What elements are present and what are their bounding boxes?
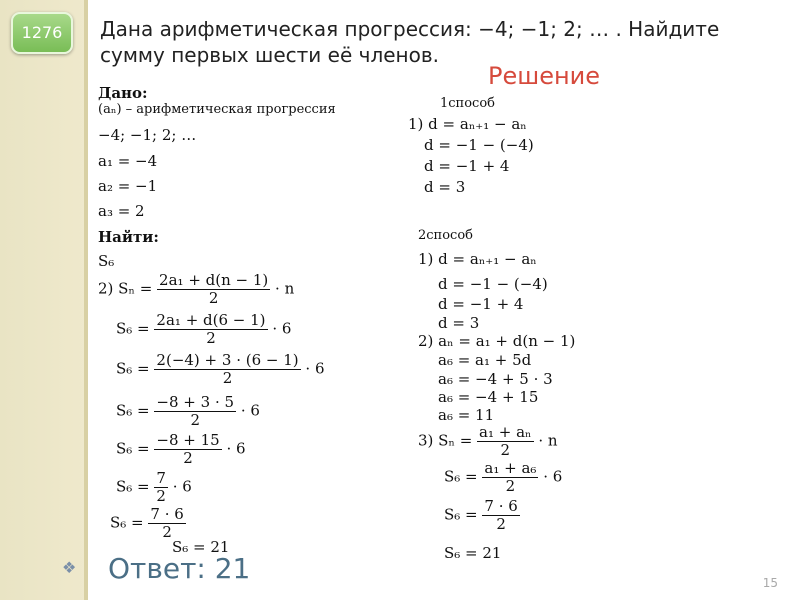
method2-formula-step: S₆ = $\frac{\text{a₁ + a₆}}{2}$ · 6 [444,459,563,495]
method2-line: d = −1 + 4 [438,295,524,313]
given-heading: Дано: [98,84,148,102]
formula-step: S₆ = $\frac{-8 + 3 \cdot 5}{2}$ · 6 [116,393,260,429]
fraction: $\frac{2(-4) + 3 \cdot (6 - 1)}{2}$ [156,351,299,387]
answer-text: Ответ: 21 [108,552,251,585]
formula-step: S₆ = $\frac{\text{2a₁ + d(6 − 1)}}{2}$ · 6 [116,311,292,347]
given-line: −4; −1; 2; … [98,126,197,144]
method2-formula-sum: 3) Sₙ = $\frac{\text{a₁ + aₙ}}{2}$ · n [418,423,558,459]
slide-number-badge: 1276 [11,12,73,54]
bullet-diamond-icon: ❖ [62,558,77,577]
method2-result: S₆ = 21 [444,544,502,562]
fraction: $\frac{7}{2}$ [156,469,166,505]
formula-step: S₆ = $\frac{7 \cdot 6}{2}$ [110,505,184,541]
method2-line: d = 3 [438,314,480,332]
given-line: a₁ = −4 [98,152,158,170]
method2-heading: 2способ [418,228,473,243]
find-value: S₆ [98,252,115,270]
method2-line: 2) aₙ = a₁ + d(n − 1) [418,332,576,350]
problem-title: Дана арифметическая прогрессия: −4; −1; 2; … . Найдите сумму первых шести её членов. [100,17,720,67]
given-line: a₃ = 2 [98,202,145,220]
method2-line: a₆ = −4 + 5 · 3 [438,370,553,388]
formula-sum: 2) Sₙ = $\frac{\text{2a₁ + d(n − 1)}}{2}$ · n [98,271,295,307]
fraction: $\frac{\text{a₁ + aₙ}}{2}$ [479,423,532,459]
given-line: a₂ = −1 [98,177,158,195]
method2-line: a₆ = 11 [438,406,495,424]
method1-line: d = −1 − (−4) [424,136,534,154]
formula-step: S₆ = $\frac{-8 + 15}{2}$ · 6 [116,431,246,467]
method2-line: 1) d = aₙ₊₁ − aₙ [418,250,537,268]
method1-line: 1) d = aₙ₊₁ − aₙ [408,115,527,133]
fraction: $\frac{\text{2a₁ + d(n − 1)}}{2}$ [159,271,269,307]
fraction: $\frac{7 \cdot 6}{2}$ [150,505,184,541]
sidebar [0,0,88,600]
method1-line: d = 3 [424,178,466,196]
fraction: $\frac{\text{a₁ + a₆}}{2}$ [484,459,537,495]
fraction: $\frac{7 \cdot 6}{2}$ [484,497,518,533]
fraction: $\frac{-8 + 15}{2}$ [156,431,220,467]
method1-line: d = −1 + 4 [424,157,510,175]
method1-heading: 1способ [440,96,495,111]
solution-heading: Решение [488,62,601,90]
fraction: $\frac{\text{2a₁ + d(6 − 1)}}{2}$ [156,311,266,347]
page-number: 15 [762,576,778,590]
method2-formula-step: S₆ = $\frac{7 \cdot 6}{2}$ [444,497,518,533]
formula-step: S₆ = $\frac{7}{2}$ · 6 [116,469,192,505]
method2-line: a₆ = a₁ + 5d [438,351,532,369]
find-heading: Найти: [98,228,159,246]
left-result: S₆ = 21 [172,538,230,556]
formula-step: S₆ = $\frac{2(-4) + 3 \cdot (6 - 1)}{2}$ · 6 [116,351,325,387]
fraction: $\frac{-8 + 3 \cdot 5}{2}$ [156,393,235,429]
given-line: (aₙ) – арифметическая прогрессия [98,102,336,117]
method2-line: a₆ = −4 + 15 [438,388,539,406]
method2-line: d = −1 − (−4) [438,275,548,293]
